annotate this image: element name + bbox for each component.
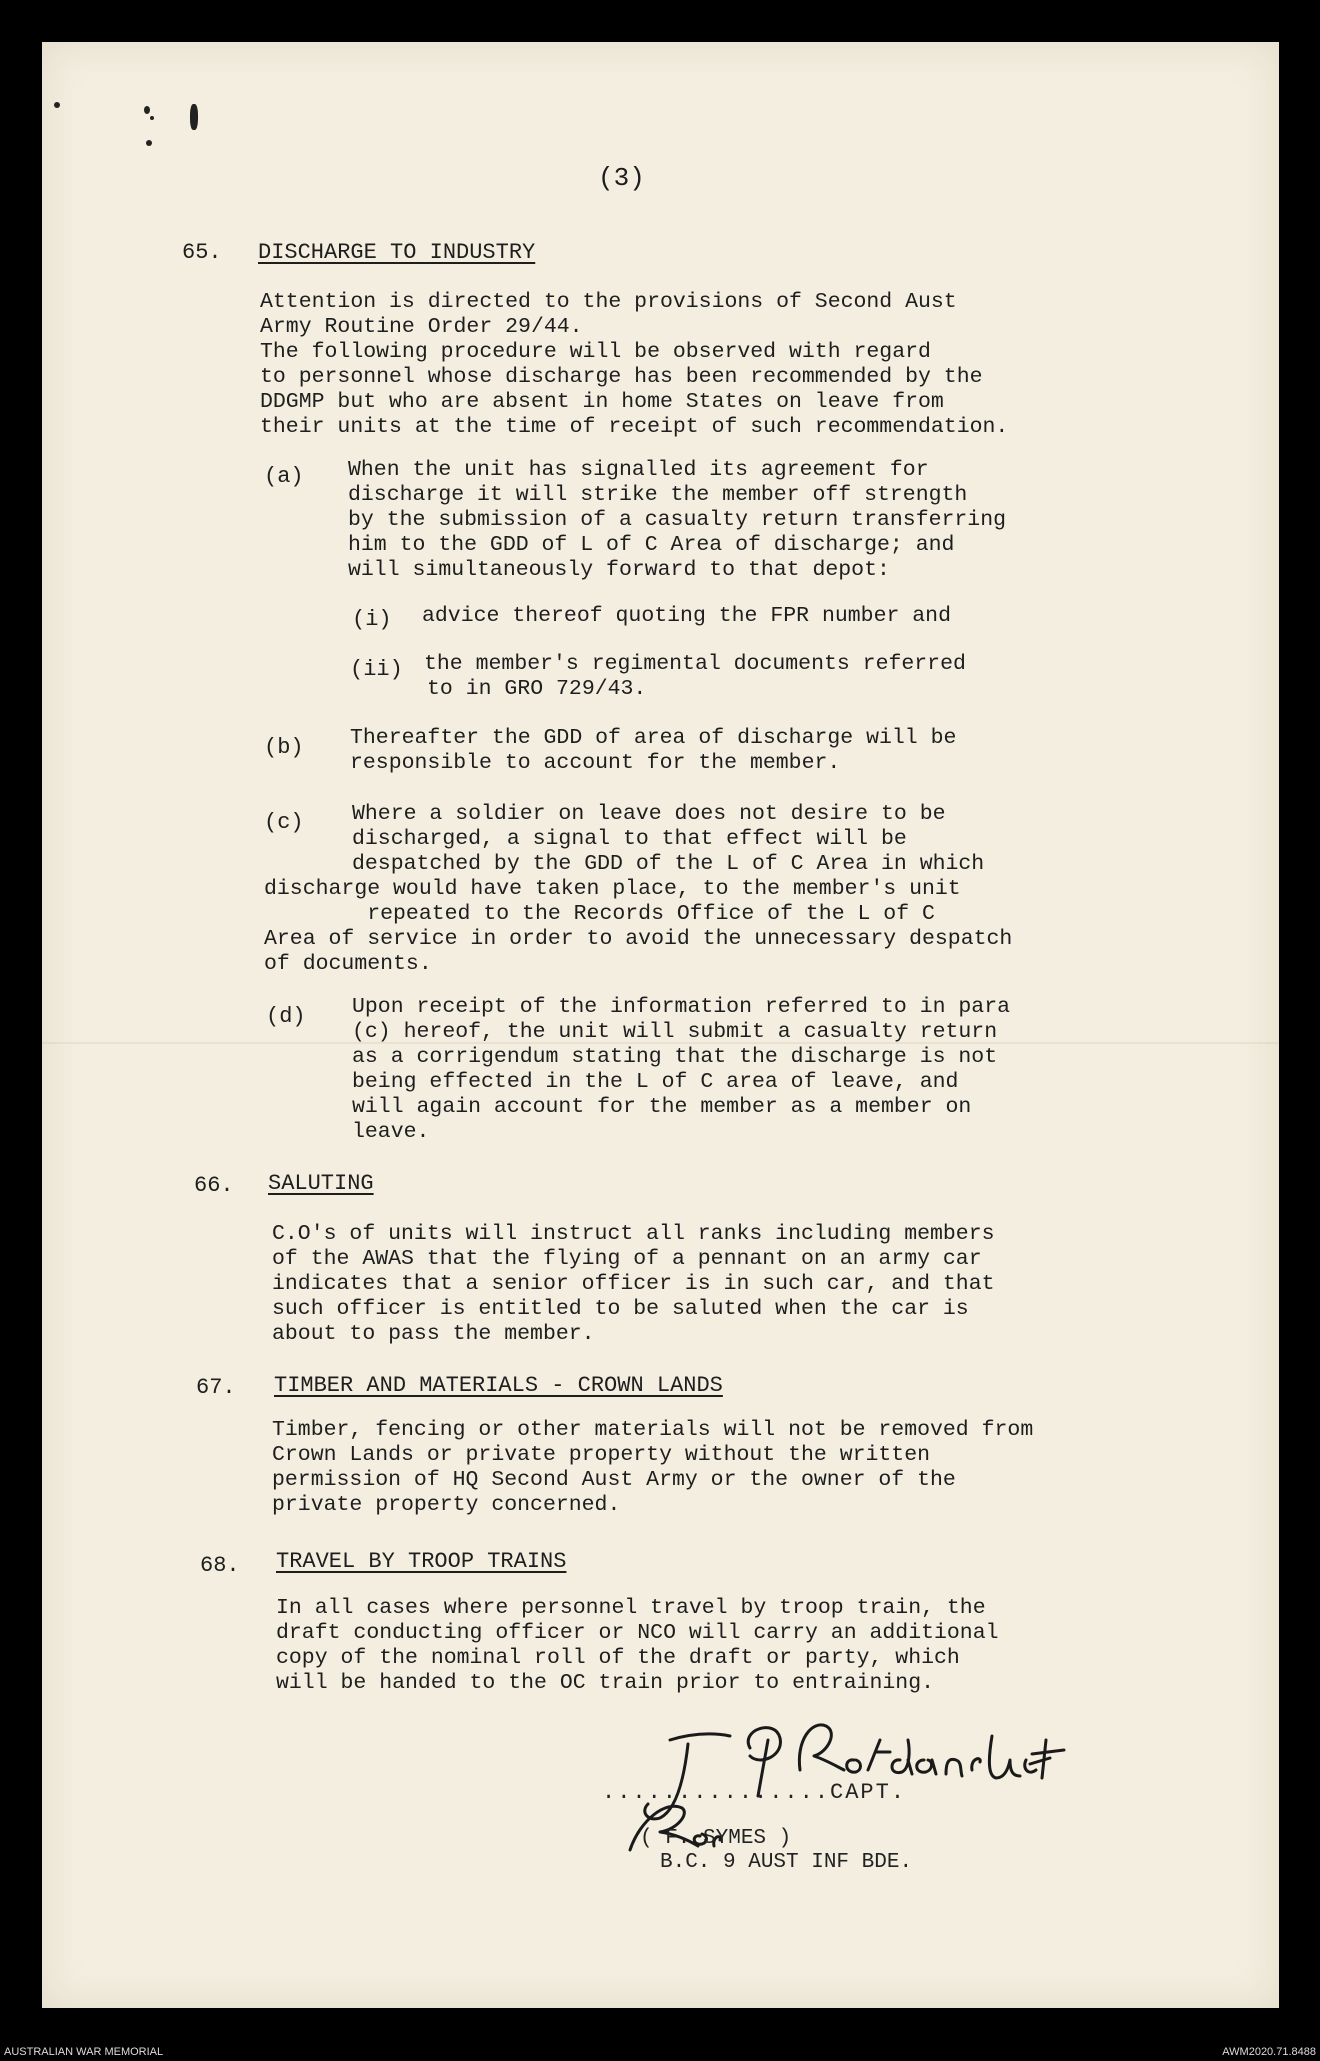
footer-institution: AUSTRALIAN WAR MEMORIAL <box>4 2046 164 2058</box>
subitem-label: (ii) <box>350 657 403 682</box>
text-line: copy of the nominal roll of the draft or party, which <box>276 1646 960 1670</box>
text-line: will be handed to the OC train prior to entraining. <box>276 1671 935 1695</box>
section-heading: TIMBER AND MATERIALS - CROWN LANDS <box>274 1373 723 1398</box>
item-continuation <box>264 877 1012 977</box>
punch-mark <box>54 102 60 108</box>
text-line: as a corrigendum stating that the discharge is not <box>352 1045 998 1069</box>
section-number: 66. <box>194 1173 234 1198</box>
text-line: by the submission of a casualty return transferring <box>348 508 1007 532</box>
item-text <box>348 458 1006 583</box>
text-line: repeated to the Records Office of the L of C <box>264 902 935 926</box>
section-number: 68. <box>200 1553 240 1578</box>
text-line: Upon receipt of the information referred to in para <box>352 995 1011 1019</box>
text-line: C.O's of units will instruct all ranks including members <box>272 1222 995 1246</box>
section-body <box>276 1596 999 1696</box>
section-heading: TRAVEL BY TROOP TRAINS <box>276 1549 567 1574</box>
item-label: (d) <box>266 1004 306 1029</box>
subitem-text <box>422 604 951 629</box>
signatory-title: B.C. 9 AUST INF BDE. <box>660 1851 913 1874</box>
section-number: 65. <box>182 240 222 265</box>
text-line: The following procedure will be observed with regard <box>260 340 931 364</box>
section-intro <box>260 290 1008 440</box>
signatory-name: ( F. SYMES ) <box>640 1827 792 1850</box>
text-line: DDGMP but who are absent in home States on leave from <box>260 390 944 414</box>
text-line: of the AWAS that the flying of a pennant on an army car <box>272 1247 982 1271</box>
text-line: to personnel whose discharge has been recommended by the <box>260 365 983 389</box>
text-line: to in GRO 729/43. <box>427 677 647 701</box>
footer-accession-number: AWM2020.71.8488 <box>1222 2046 1316 2058</box>
text-line: Thereafter the GDD of area of discharge will be <box>350 726 957 750</box>
section-heading: SALUTING <box>268 1171 374 1196</box>
section-body <box>272 1418 1033 1518</box>
subitem-label: (i) <box>352 607 392 632</box>
punch-mark <box>190 104 198 130</box>
text-line: will again account for the member as a member on <box>352 1095 972 1119</box>
text-line: (c) hereof, the unit will submit a casualty return <box>352 1020 998 1044</box>
text-line: permission of HQ Second Aust Army or the owner of the <box>272 1468 956 1492</box>
item-text <box>350 726 956 776</box>
text-line: discharge would have taken place, to the member's unit <box>264 877 961 901</box>
text-line: Crown Lands or private property without the written <box>272 1443 931 1467</box>
item-text <box>352 802 984 877</box>
text-line: In all cases where personnel travel by troop train, the <box>276 1596 986 1620</box>
text-line: discharged, a signal to that effect will be <box>352 827 907 851</box>
text-line: advice thereof quoting the FPR number and <box>422 604 951 628</box>
text-line: of documents. <box>264 952 432 976</box>
text-line: will simultaneously forward to that depot: <box>348 558 890 582</box>
text-line: their units at the time of receipt of such recommendation. <box>260 415 1009 439</box>
signature-line: ...............CAPT. <box>602 1780 907 1805</box>
punch-mark <box>144 106 150 114</box>
item-text <box>352 995 1010 1145</box>
text-line: Attention is directed to the provisions of Second Aust <box>260 290 957 314</box>
text-line: indicates that a senior officer is in such car, and that <box>272 1272 995 1296</box>
text-line: being effected in the L of C area of leave, and <box>352 1070 959 1094</box>
item-label: (b) <box>264 735 304 760</box>
text-line: about to pass the member. <box>272 1322 595 1346</box>
text-line: leave. <box>352 1120 430 1144</box>
text-line: the member's regimental documents referred <box>424 652 966 676</box>
text-line: responsible to account for the member. <box>350 751 841 775</box>
item-label: (c) <box>264 810 304 835</box>
section-number: 67. <box>196 1375 236 1400</box>
subitem-text <box>424 652 966 702</box>
page-number: (3) <box>598 163 645 193</box>
text-line: such officer is entitled to be saluted when the car is <box>272 1297 969 1321</box>
punch-mark <box>150 116 154 120</box>
section-heading: DISCHARGE TO INDUSTRY <box>258 240 536 265</box>
text-line: him to the GDD of L of C Area of discharge; and <box>348 533 955 557</box>
item-label: (a) <box>264 464 304 489</box>
text-line: despatched by the GDD of the L of C Area in which <box>352 852 985 876</box>
punch-mark <box>146 140 152 146</box>
text-line: When the unit has signalled its agreement for <box>348 458 929 482</box>
text-line: Army Routine Order 29/44. <box>260 315 583 339</box>
text-line: Where a soldier on leave does not desire to be <box>352 802 946 826</box>
section-body <box>272 1222 995 1347</box>
text-line: private property concerned. <box>272 1493 621 1517</box>
text-line: discharge it will strike the member off strength <box>348 483 968 507</box>
text-line: draft conducting officer or NCO will carry an additional <box>276 1621 999 1645</box>
text-line: Timber, fencing or other materials will not be removed from <box>272 1418 1034 1442</box>
text-line: Area of service in order to avoid the unnecessary despatch <box>264 927 1013 951</box>
